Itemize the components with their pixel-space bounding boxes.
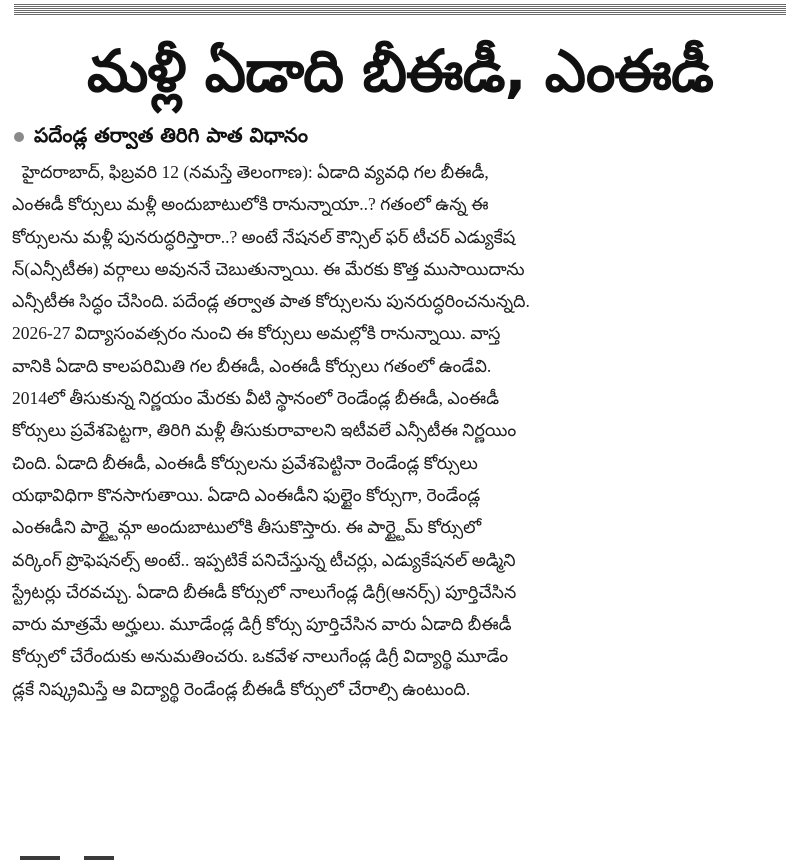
article-body: [12, 156, 788, 852]
body-line: యథావిధిగా కొనసాగుతాయి. ఏడాది ఎంఈడీని ఫుల్టైం కోర్సుగా, రెండేండ్ల: [12, 484, 481, 505]
body-line: చింది. ఏడాది బీఈడీ, ఎంఈడీ కోర్సులను ప్రవేశపెట్టినా రెండేండ్ల కోర్సులు: [12, 452, 478, 473]
top-rule-lines: [14, 4, 786, 16]
body-line: వారు మాత్రమే అర్హులు. మూడేండ్ల డిగ్రీ కోర్సు పూర్తిచేసిన వారు ఏడాది బీఈడీ: [12, 614, 512, 635]
body-line: కోర్సులు ప్రవేశపెట్టగా, తిరిగి మళ్లీ తీసుకురావాలని ఇటీవలే ఎన్సీటీఈ నిర్ణయిం: [12, 420, 517, 441]
body-line: వర్కింగ్ ప్రొఫెషనల్స్ అంటే.. ఇప్పటికే పనిచేస్తున్న టీచర్లు, ఎడ్యుకేషనల్ అడ్మిని: [12, 549, 516, 570]
body-line: ఎంఈడీని పార్ట్టైమ్గా అందుబాటులోకి తీసుకొస్తారు. ఈ పార్ట్టైమ్ కోర్సులో: [12, 517, 482, 538]
bullet-icon: [14, 132, 24, 142]
body-line: 2014లో తీసుకున్న నిర్ణయం మేరకు వీటి స్థానంలో రెండేండ్ల బీఈడీ, ఎంఈడీ: [12, 388, 500, 409]
body-line: 2026-27 విద్యాసంవత్సరం నుంచి ఈ కోర్సులు అమల్లోకి రానున్నాయి. వాస్త: [12, 323, 501, 344]
body-line: హైదరాబాద్, ఫిబ్రవరి 12 (నమస్తే తెలంగాణ): ఏడాది వ్యవధి గల బీఈడీ,: [22, 162, 489, 182]
body-line: కోర్సులో చేరేందుకు అనుమతించరు. ఒకవేళ నాలుగేండ్ల డిగ్రీ విద్యార్థి మూడేం: [12, 646, 509, 667]
body-line: డ్లకే నిష్క్రమిస్తే ఆ విద్యార్థి రెండేండ్ల బీఈడీ కోర్సులో చేరాల్సి ఉంటుంది.: [12, 678, 471, 699]
headline: మళ్లీ ఏడాది బీఈడీ, ఎంఈడీ: [87, 37, 713, 105]
body-line: ఎన్సీటీఈ సిద్ధం చేసింది. పదేండ్ల తర్వాత పాత కోర్సులను పునరుద్ధరించనున్నది.: [12, 291, 530, 312]
subheading-text: పదేండ్ల తర్వాత తిరిగి పాత విధానం: [34, 122, 309, 147]
body-line: ఎంఈడీ కోర్సులు మళ్లీ అందుబాటులోకి రానున్నాయా..? గతంలో ఉన్న ఈ: [12, 194, 489, 215]
body-line: కోర్సులను మళ్లీ పునరుద్ధరిస్తారా..? అంటే నేషనల్ కౌన్సిల్ ఫర్ టీచర్ ఎడ్యుకేష: [12, 226, 516, 247]
body-line: న్(ఎన్సీటీఈ) వర్గాలు అవుననే చెబుతున్నాయి. ఈ మేరకు కొత్త ముసాయిదాను: [12, 258, 525, 279]
subheading: [14, 122, 308, 152]
cropped-next-line: [20, 856, 200, 866]
body-line: వానికి ఏడాది కాలపరిమితి గల బీఈడీ, ఎంఈడీ కోర్సులు గతంలో ఉండేవి.: [12, 355, 492, 376]
body-line: స్ట్రేటర్లు చేరవచ్చు. ఏడాది బీఈడీ కోర్సులో నాలుగేండ్ల డిగ్రీ(ఆనర్స్) పూర్తిచేసిన: [12, 581, 517, 602]
